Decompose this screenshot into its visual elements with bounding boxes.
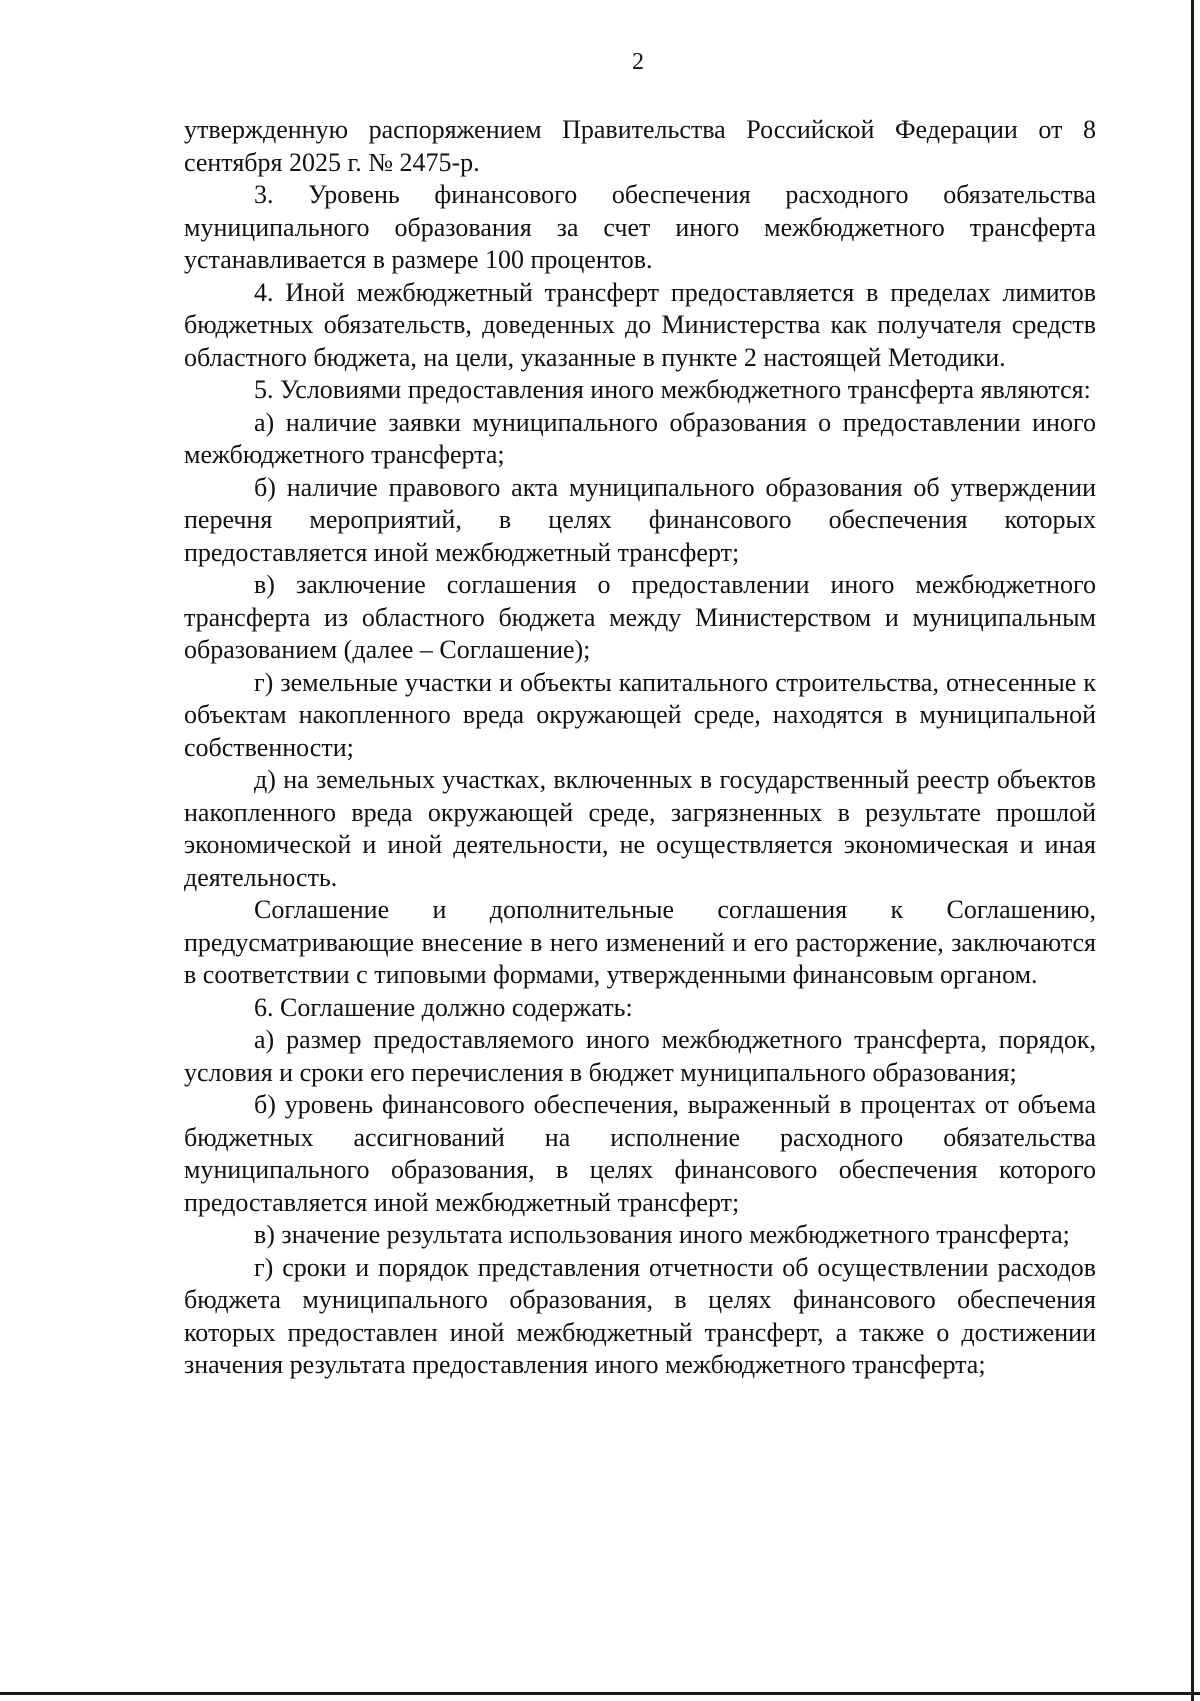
paragraph-item-6g: г) сроки и порядок представления отчетности об осуществлении расходов бюджета муниципального образования, в целях финансового обеспечения которых предоставлен иной межбюджетный трансферт, а также о достижении значения результата предоставления иного межбюджетного трансферта; <box>184 1252 1096 1379</box>
paragraph-item-5a: а) наличие заявки муниципального образования о предоставлении иного межбюджетного трансферта; <box>184 407 1096 469</box>
paragraph-item-5: 5. Условиями предоставления иного межбюджетного трансферта являются: <box>254 375 1091 404</box>
paragraph-item-5g: г) земельные участки и объекты капитального строительства, отнесенные к объектам накопленного вреда окружающей среде, находятся в муниципальной собственности; <box>184 667 1096 762</box>
paragraph-item-5b: б) наличие правового акта муниципального образования об утверждении перечня мероприятий, в целях финансового обеспечения которых предоставляется иной межбюджетный трансферт; <box>184 472 1096 567</box>
paragraph-continuation: утвержденную распоряжением Правительства Российской Федерации от 8 сентября 2025 г. № 2475-р. <box>184 115 1096 177</box>
paragraph-item-3: 3. Уровень финансового обеспечения расходного обязательства муниципального образования за счет иного межбюджетного трансферта устанавливается в размере 100 процентов. <box>184 180 1096 274</box>
paragraph-item-6a: а) размер предоставляемого иного межбюджетного трансферта, порядок, условия и сроки его перечисления в бюджет муниципального образования; <box>184 1025 1096 1087</box>
document-body <box>184 114 1096 1382</box>
paragraph-item-5d: д) на земельных участках, включенных в государственный реестр объектов накопленного вреда окружающей среде, загрязненных в результате прошлой экономической и иной деятельности, не осуществляется экономическая и иная деятельность. <box>184 765 1096 892</box>
paragraph-item-6b: б) уровень финансового обеспечения, выраженный в процентах от объема бюджетных ассигнований на исполнение расходного обязательства муниципального образования, в целях финансового обеспечения которого предоставляется иной межбюджетный трансферт; <box>184 1090 1096 1217</box>
scan-border-right <box>1191 0 1194 1701</box>
paragraph-item-4: 4. Иной межбюджетный трансферт предоставляется в пределах лимитов бюджетных обязательств, доведенных до Министерства как получателя средств областного бюджета, на цели, указанные в пункте 2 настоящей Методики. <box>184 277 1096 372</box>
paragraph-item-6v: в) значение результата использования иного межбюджетного трансферта; <box>254 1220 1070 1249</box>
paragraph-item-5v: в) заключение соглашения о предоставлении иного межбюджетного трансферта из областного бюджета между Министерством и муниципальным образованием (далее – Соглашение); <box>184 570 1096 664</box>
scan-border-bottom <box>0 1692 1200 1695</box>
paragraph-agreement-forms: Соглашение и дополнительные соглашения к Соглашению, предусматривающие внесение в него изменений и его расторжение, заключаются в соответствии с типовыми формами, утвержденными финансовым органом. <box>184 895 1096 989</box>
paragraph-item-6: 6. Соглашение должно содержать: <box>254 992 633 1022</box>
page-number: 2 <box>632 49 644 75</box>
